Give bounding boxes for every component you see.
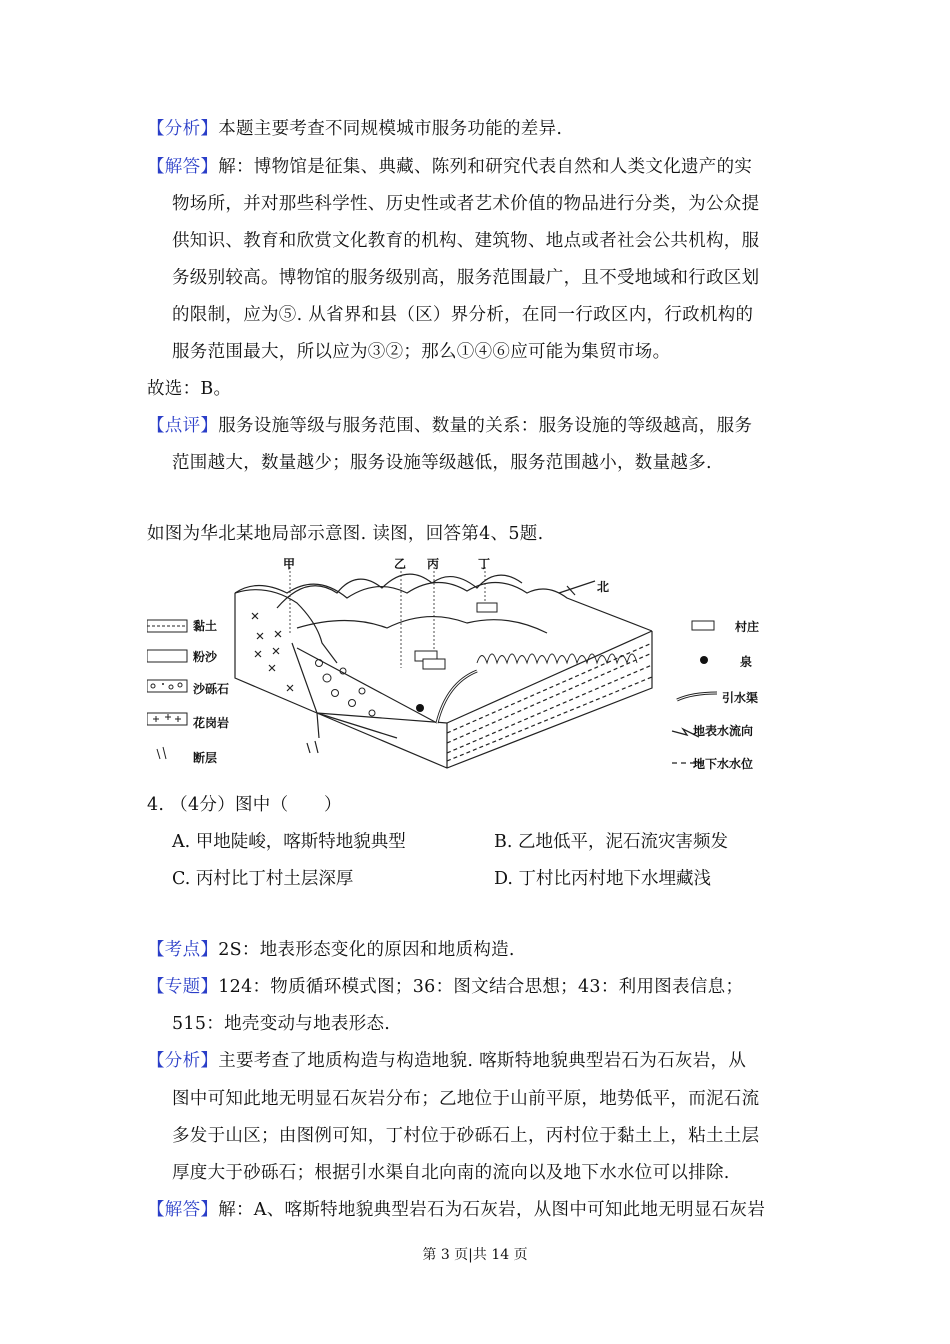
analysis2-line: 主要考查了地质构造与构造地貌. 喀斯特地貌典型岩石为石灰岩，从 bbox=[218, 1051, 747, 1071]
answer2-paragraph bbox=[147, 1198, 765, 1222]
legend-clay: 黏土 bbox=[193, 619, 218, 633]
topic-paragraph bbox=[147, 975, 743, 999]
answer-tag: 【解答】 bbox=[147, 157, 219, 177]
answer-line: 的限制，应为⑤. 从省界和县（区）界分析，在同一行政区内，行政机构的 bbox=[172, 305, 754, 325]
choice-line: 故选：B。 bbox=[147, 379, 232, 399]
answer-line: 务级别较高。博物馆的服务级别高，服务范围最广，且不受地域和行政区划 bbox=[172, 268, 760, 288]
analysis-paragraph bbox=[147, 117, 562, 141]
option-b: B. 乙地低平，泥石流灾害频发 bbox=[494, 832, 728, 852]
spring-dot bbox=[416, 704, 424, 712]
legend-spring: 泉 bbox=[740, 655, 753, 669]
topic-line: 515：地壳变动与地表形态. bbox=[172, 1014, 391, 1034]
answer2-text: 解：A、喀斯特地貌典型岩石为石灰岩，从图中可知此地无明显石灰岩 bbox=[218, 1200, 766, 1220]
option-c: C. 丙村比丁村土层深厚 bbox=[172, 869, 354, 889]
site-label-ding: 丁 bbox=[478, 557, 491, 571]
point-tag: 【考点】 bbox=[147, 940, 219, 960]
comment-line: 范围越大，数量越少；服务设施等级越低，服务范围越小，数量越多. bbox=[172, 453, 712, 473]
legend-fault: 断层 bbox=[193, 751, 218, 765]
legend-canal: 引水渠 bbox=[722, 691, 759, 705]
question-4-stem: 4. （4分）图中（ ） bbox=[147, 795, 342, 815]
analysis-tag: 【分析】 bbox=[147, 119, 219, 139]
point-text: 2S：地表形态变化的原因和地质构造. bbox=[218, 940, 515, 960]
site-label-bing: 丙 bbox=[427, 557, 440, 571]
answer-paragraph bbox=[147, 155, 752, 179]
answer-line: 供知识、教育和欣赏文化教育的机构、建筑物、地点或者社会公共机构，服 bbox=[172, 231, 760, 251]
comment-line: 服务设施等级与服务范围、数量的关系：服务设施的等级越高，服务 bbox=[218, 416, 753, 436]
answer-line: 服务范围最大，所以应为③②；那么①④⑥应可能为集贸市场。 bbox=[172, 342, 671, 362]
legend-surface-flow: 地表水流向 bbox=[693, 724, 754, 738]
analysis2-tag: 【分析】 bbox=[147, 1051, 219, 1071]
legend-groundwater-level: 地下水水位 bbox=[693, 757, 754, 771]
comment-paragraph bbox=[147, 414, 752, 438]
legend-granite: 花岗岩 bbox=[193, 716, 230, 730]
option-a: A. 甲地陡峻，喀斯特地貌典型 bbox=[172, 832, 406, 852]
analysis2-line: 图中可知此地无明显石灰岩分布；乙地位于山前平原，地势低平，而泥石流 bbox=[172, 1089, 760, 1109]
site-label-yi: 乙 bbox=[394, 557, 407, 571]
intro-text: 如图为华北某地局部示意图. 读图，回答第4、5题. bbox=[147, 524, 544, 544]
answer-line: 解：博物馆是征集、典藏、陈列和研究代表自然和人类文化遗产的实 bbox=[218, 157, 753, 177]
legend-gravel: 沙砾石 bbox=[193, 682, 230, 696]
topic-tag: 【专题】 bbox=[147, 977, 219, 997]
legend-silt: 粉沙 bbox=[193, 650, 218, 664]
analysis2-line: 多发于山区；由图例可知，丁村位于砂砾石上，丙村位于黏土上，粘土土层 bbox=[172, 1126, 760, 1146]
analysis2-paragraph bbox=[147, 1049, 746, 1073]
legend-village: 村庄 bbox=[735, 620, 760, 634]
comment-tag: 【点评】 bbox=[147, 416, 219, 436]
north-label: 北 bbox=[597, 580, 610, 594]
analysis-text: 本题主要考查不同规模城市服务功能的差异. bbox=[218, 119, 563, 139]
geology-block-diagram bbox=[147, 553, 767, 778]
site-label-jia: 甲 bbox=[283, 557, 296, 571]
page-footer: 第 3 页|共 14 页 bbox=[422, 1247, 528, 1263]
answer-line: 物场所，并对那些科学性、历史性或者艺术价值的物品进行分类，为公众提 bbox=[172, 194, 760, 214]
analysis2-line: 厚度大于砂砾石；根据引水渠自北向南的流向以及地下水水位可以排除. bbox=[172, 1163, 730, 1183]
topic-line: 124：物质循环模式图；36：图文结合思想；43：利用图表信息； bbox=[218, 977, 744, 997]
answer2-tag: 【解答】 bbox=[147, 1200, 219, 1220]
point-paragraph bbox=[147, 938, 515, 962]
option-d: D. 丁村比丙村地下水埋藏浅 bbox=[494, 869, 712, 889]
